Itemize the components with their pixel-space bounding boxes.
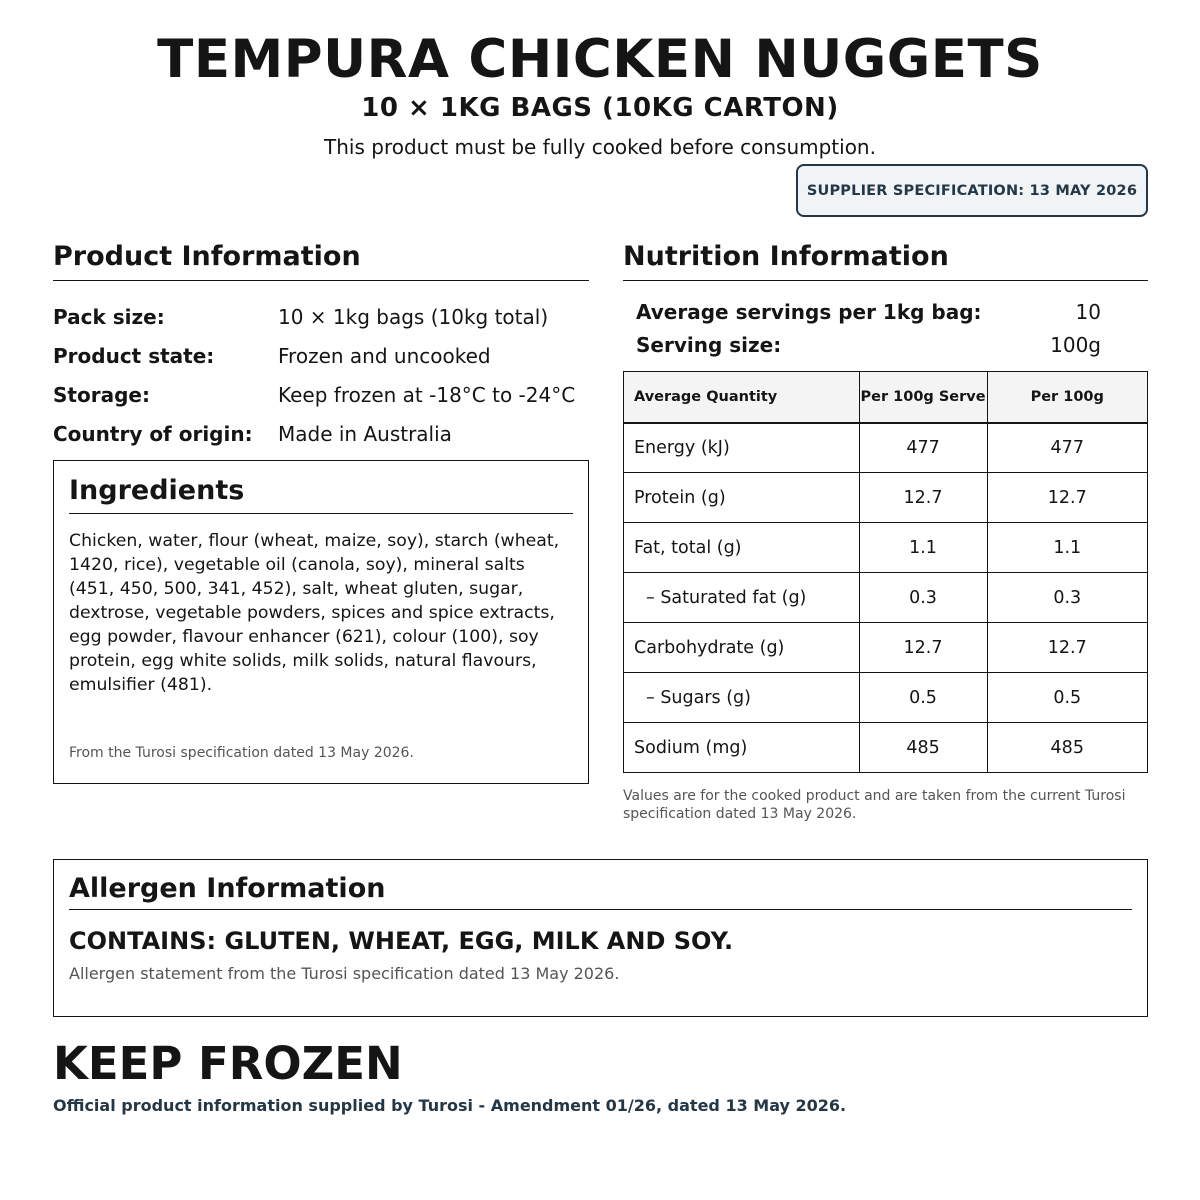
product-info-row-pack-size bbox=[53, 297, 589, 336]
nutrient-name: – Sugars (g) bbox=[624, 673, 860, 723]
product-info-key: Pack size: bbox=[53, 304, 165, 329]
keep-frozen-label: KEEP FROZEN bbox=[53, 1037, 403, 1090]
nutrient-per-serve: 485 bbox=[859, 723, 987, 773]
table-row bbox=[624, 623, 1148, 673]
nutrient-name: Carbohydrate (g) bbox=[624, 623, 860, 673]
nutrient-name: Sodium (mg) bbox=[624, 723, 860, 773]
nutrient-per-100g: 0.5 bbox=[987, 673, 1147, 723]
nutrient-per-100g: 12.7 bbox=[987, 473, 1147, 523]
product-info-key: Storage: bbox=[53, 382, 150, 407]
nutrient-per-serve: 0.5 bbox=[859, 673, 987, 723]
ingredients-text: Chicken, water, flour (wheat, maize, soy), starch (wheat, 1420, rice), vegetable oil (canola, soy), mineral salts (451, 450, 500, 341, 452), salt, wheat gluten, sugar, dextrose, vegetable powders, spices and spice extracts, egg powder, flavour enhancer (621), colour (100), soy protein, egg white solids, milk solids, natural flavours, emulsifier (481). bbox=[69, 531, 560, 695]
nutrient-name: – Saturated fat (g) bbox=[624, 573, 860, 623]
product-info-row-state bbox=[53, 336, 589, 375]
product-title: TEMPURA CHICKEN NUGGETS bbox=[157, 29, 1043, 90]
product-info-value: 10 × 1kg bags (10kg total) bbox=[278, 304, 549, 329]
nutrition-table bbox=[623, 371, 1148, 773]
table-row bbox=[624, 673, 1148, 723]
product-info-row-origin bbox=[53, 414, 589, 453]
nutrient-name: Fat, total (g) bbox=[624, 523, 860, 573]
table-row bbox=[624, 723, 1148, 773]
allergen-heading: Allergen Information bbox=[69, 873, 1132, 910]
nutrient-per-100g: 0.3 bbox=[987, 573, 1147, 623]
column-header-quantity: Average Quantity bbox=[624, 372, 860, 423]
serving-size-label: Serving size: bbox=[636, 332, 782, 357]
nutrient-per-100g: 477 bbox=[987, 423, 1147, 473]
nutrient-per-100g: 485 bbox=[987, 723, 1147, 773]
product-info-key: Product state: bbox=[53, 343, 215, 368]
servings-summary bbox=[636, 295, 1101, 361]
ingredients-box bbox=[53, 460, 589, 784]
nutrition-info-heading: Nutrition Information bbox=[623, 240, 1148, 281]
nutrient-name: Protein (g) bbox=[624, 473, 860, 523]
column-header-per-100g: Per 100g bbox=[987, 372, 1147, 423]
nutrient-name: Energy (kJ) bbox=[624, 423, 860, 473]
column-header-per-serve: Per 100g Serve bbox=[859, 372, 987, 423]
allergen-box bbox=[53, 859, 1148, 1017]
servings-row bbox=[636, 295, 1101, 328]
allergen-contains: CONTAINS: GLUTEN, WHEAT, EGG, MILK AND SOY. bbox=[69, 927, 734, 955]
cooking-notice: This product must be fully cooked before consumption. bbox=[324, 135, 876, 159]
official-info-footer: Official product information supplied by Turosi - Amendment 01/26, dated 13 May 2026. bbox=[53, 1096, 847, 1115]
nutrient-per-100g: 1.1 bbox=[987, 523, 1147, 573]
supplier-spec-badge: SUPPLIER SPECIFICATION: 13 MAY 2026 bbox=[796, 164, 1148, 217]
nutrient-per-serve: 1.1 bbox=[859, 523, 987, 573]
ingredients-heading: Ingredients bbox=[69, 475, 573, 514]
nutrient-per-serve: 477 bbox=[859, 423, 987, 473]
nutrient-per-serve: 12.7 bbox=[859, 473, 987, 523]
allergen-source: Allergen statement from the Turosi specification dated 13 May 2026. bbox=[69, 964, 620, 983]
serving-size-value: 100g bbox=[1050, 332, 1101, 357]
product-subtitle: 10 × 1KG BAGS (10KG CARTON) bbox=[361, 93, 839, 123]
nutrient-per-serve: 0.3 bbox=[859, 573, 987, 623]
product-info-key: Country of origin: bbox=[53, 421, 253, 446]
table-row bbox=[624, 523, 1148, 573]
table-row bbox=[624, 423, 1148, 473]
nutrition-table-header bbox=[624, 372, 1148, 423]
table-row bbox=[624, 573, 1148, 623]
servings-label: Average servings per 1kg bag: bbox=[636, 299, 982, 324]
product-info-value: Keep frozen at -18°C to -24°C bbox=[278, 382, 576, 407]
servings-value: 10 bbox=[1075, 299, 1101, 324]
nutrient-per-serve: 12.7 bbox=[859, 623, 987, 673]
product-info-table bbox=[53, 297, 589, 453]
product-info-value: Frozen and uncooked bbox=[278, 343, 491, 368]
serving-size-row bbox=[636, 328, 1101, 361]
table-row bbox=[624, 473, 1148, 523]
product-info-value: Made in Australia bbox=[278, 421, 452, 446]
product-info-heading: Product Information bbox=[53, 240, 589, 281]
nutrient-per-100g: 12.7 bbox=[987, 623, 1147, 673]
nutrition-note: Values are for the cooked product and are taken from the current Turosi specification dated 13 May 2026. bbox=[623, 788, 1126, 822]
ingredients-source: From the Turosi specification dated 13 May 2026. bbox=[69, 745, 414, 761]
product-info-row-storage bbox=[53, 375, 589, 414]
